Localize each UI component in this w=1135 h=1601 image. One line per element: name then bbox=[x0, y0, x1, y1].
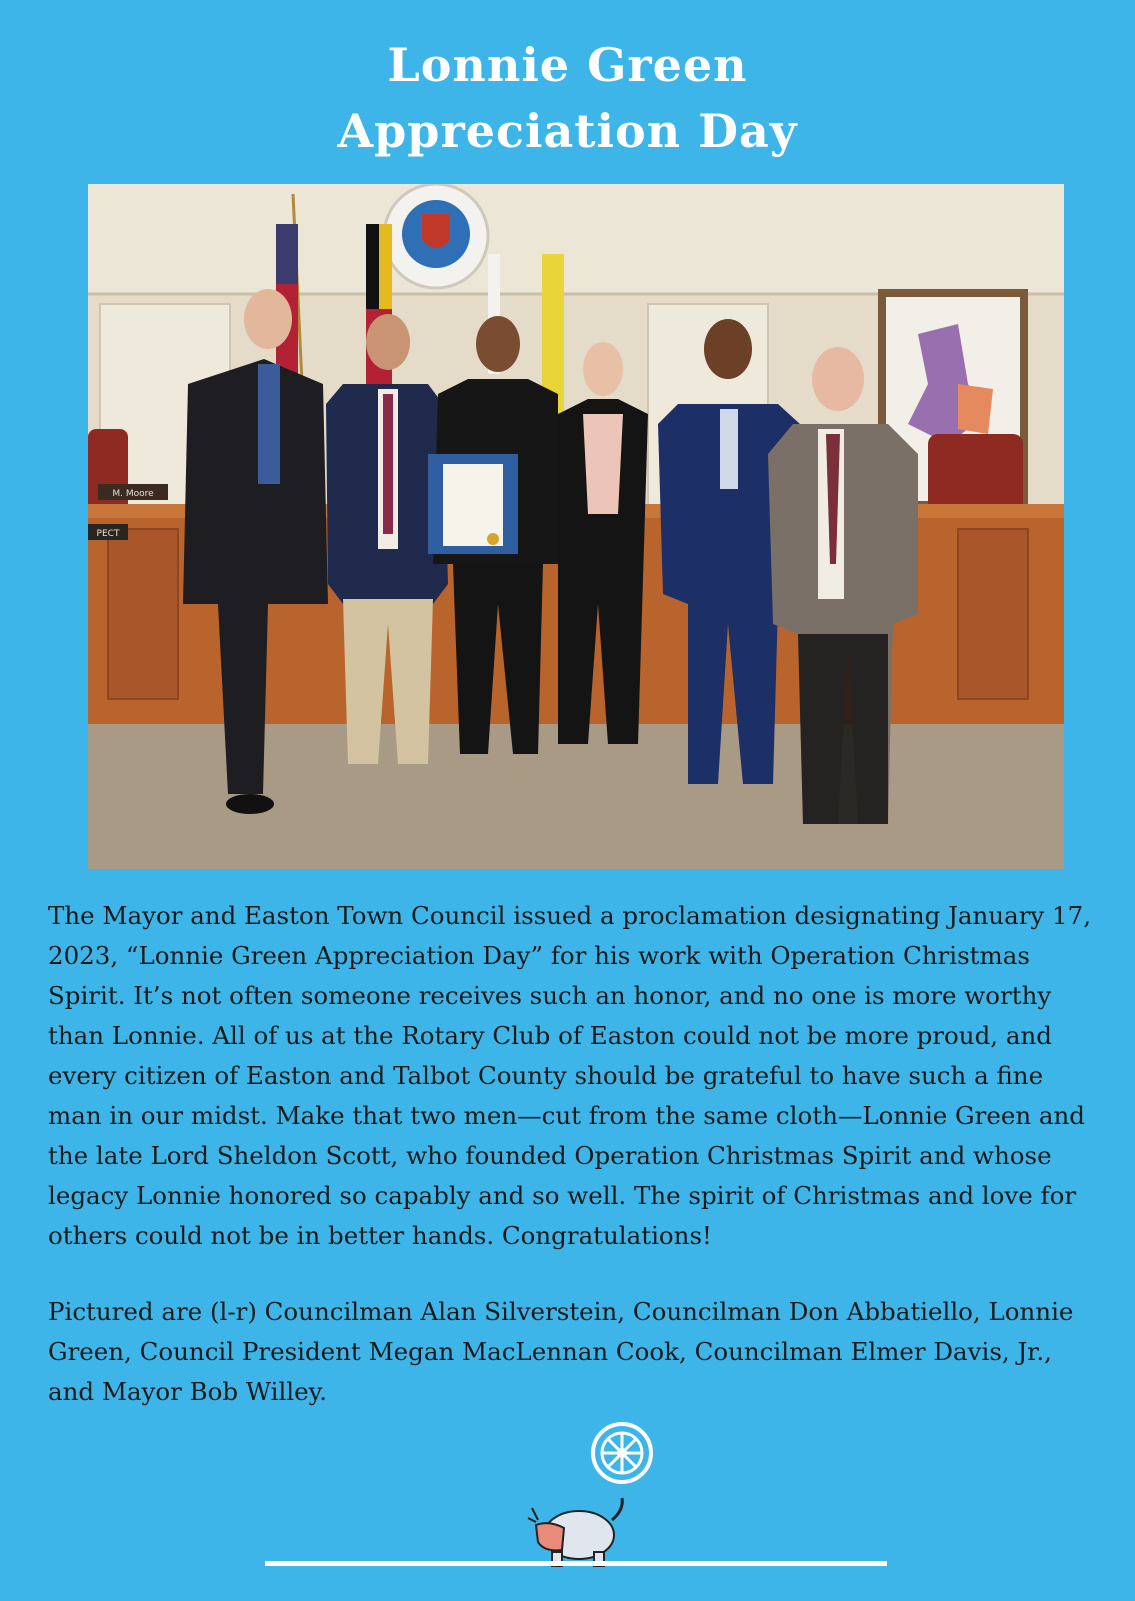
ceremony-photo bbox=[88, 184, 1064, 869]
rotary-wheel-icon bbox=[591, 1422, 653, 1484]
page-title-line-2: Appreciation Day bbox=[337, 104, 798, 158]
page-title-line-1: Lonnie Green bbox=[387, 38, 748, 92]
dais-label: PECT bbox=[96, 529, 120, 539]
article-paragraph-2: Pictured are (l-r) Councilman Alan Silverstein, Councilman Don Abbatiello, Lonnie Green, Council President Megan MacLennan Cook, Councilman Elmer Davis, Jr., and Mayor Bob Willey. bbox=[48, 1297, 1074, 1406]
article-paragraph-1: The Mayor and Easton Town Council issued a proclamation designating January 17, 2023, “Lonnie Green Appreciation Day” for his work with Operation Christmas Spirit. It’s not often someone receives such an honor, and no one is more worthy than Lonnie. All of us at the Rotary Club of Easton could not be more proud, and every citizen of Easton and Talbot County should be grateful to have such a fine man in our midst. Make that two men—cut from the same cloth—Lonnie Green and the late Lord Sheldon Scott, who founded Operation Christmas Spirit and whose legacy Lonnie honored so capably and so well. The spirit of Christmas and love for others could not be in better hands. Congratulations! bbox=[48, 901, 1091, 1250]
nameplate-text: M. Moore bbox=[112, 489, 154, 499]
footer-divider bbox=[265, 1561, 887, 1566]
elephant-drawing-icon bbox=[524, 1490, 634, 1570]
